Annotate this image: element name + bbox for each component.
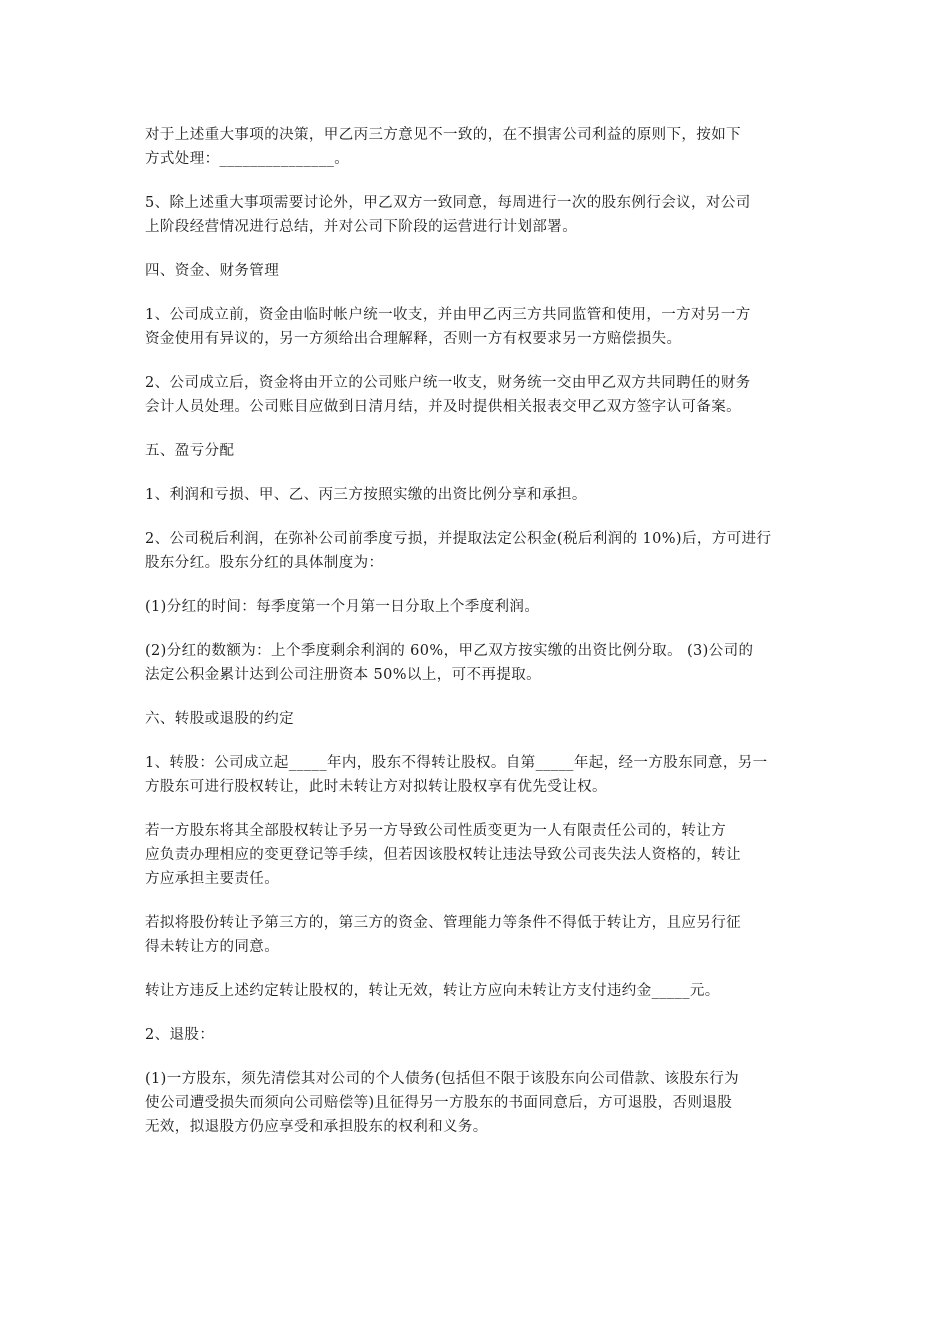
paragraph-decision-disagreement: [145, 123, 813, 171]
paragraph-withdrawal-conditions: [145, 1067, 813, 1139]
heading-text: 四、资金、财务管理: [145, 263, 280, 279]
text-line: 会计人员处理。公司账目应做到日清月结，并及时提供相关报表交甲乙双方签字认可备案。: [145, 399, 741, 415]
heading-text: 六、转股或退股的约定: [145, 711, 294, 727]
text-line: (2)分红的数额为：上个季度剩余利润的 60%，甲乙双方按实缴的出资比例分取。 (3)公司的: [145, 643, 754, 659]
text-line: (1)分红的时间：每季度第一个月第一日分取上个季度利润。: [145, 599, 540, 615]
paragraph-full-transfer: [145, 819, 813, 891]
text-line: 无效，拟退股方仍应享受和承担股东的权利和义务。: [145, 1119, 488, 1135]
section-heading-transfer: [145, 707, 813, 731]
paragraph-profit-share: [145, 483, 813, 507]
text-line: 法定公积金累计达到公司注册资本 50%以上，可不再提取。: [145, 667, 542, 683]
paragraph-third-party-transfer: [145, 911, 813, 959]
text-line: 上阶段经营情况进行总结，并对公司下阶段的运营进行计划部署。: [145, 219, 578, 235]
text-line: 得未转让方的同意。: [145, 939, 280, 955]
paragraph-dividend-amount: [145, 639, 813, 687]
text-line: 转让方违反上述约定转让股权的，转让无效，转让方应向未转让方支付违约金_____元。: [145, 983, 720, 999]
text-line: 资金使用有异议的，另一方须给出合理解释，否则一方有权要求另一方赔偿损失。: [145, 331, 682, 347]
paragraph-after-establishment: [145, 371, 813, 419]
text-line: 方式处理：_______________。: [145, 151, 350, 167]
text-line: 若一方股东将其全部股权转让予另一方导致公司性质变更为一人有限责任公司的，转让方: [145, 823, 727, 839]
paragraph-breach-penalty: [145, 979, 813, 1003]
section-heading-profit: [145, 439, 813, 463]
text-line: 对于上述重大事项的决策，甲乙丙三方意见不一致的，在不損害公司利益的原则下，按如下: [145, 127, 741, 143]
paragraph-share-transfer: [145, 751, 813, 799]
text-line: 方应承担主要责任。: [145, 871, 280, 887]
paragraph-after-tax-profit: [145, 527, 813, 575]
paragraph-shareholder-meeting: [145, 191, 813, 239]
text-line: 方股东可进行股权转让，此时未转让方对拟转让股权享有优先受让权。: [145, 779, 607, 795]
text-line: 应负责办理相应的变更登记等手续，但若因该股权转让违法导致公司丧失法人资格的，转让: [145, 847, 741, 863]
text-line: 使公司遭受损失而须向公司赔偿等)且征得另一方股东的书面同意后，方可退股，否则退股: [145, 1095, 733, 1111]
text-line: 2、公司税后利润，在弥补公司前季度亏损，并提取法定公积金(税后利润的 10%)后，方可进行: [145, 531, 772, 547]
text-line: 2、公司成立后，资金将由开立的公司账户统一收支，财务统一交由甲乙双方共同聘任的财务: [145, 375, 751, 391]
heading-text: 五、盈亏分配: [145, 443, 235, 459]
text-line: 5、除上述重大事项需要讨论外，甲乙双方一致同意，每周进行一次的股东例行会议，对公司: [145, 195, 751, 211]
text-line: 若拟将股份转让予第三方的，第三方的资金、管理能力等条件不得低于转让方，且应另行征: [145, 915, 741, 931]
document-body: [145, 123, 813, 1159]
text-line: 1、转股：公司成立起_____年内，股东不得转让股权。自第_____年起，经一方股东同意，另一: [145, 755, 768, 771]
text-line: 股东分红。股东分红的具体制度为：: [145, 555, 384, 571]
paragraph-withdrawal-heading: [145, 1023, 813, 1047]
section-heading-finance: [145, 259, 813, 283]
text-line: (1)一方股东，须先清偿其对公司的个人债务(包括但不限于该股东向公司借款、该股东行为: [145, 1071, 739, 1087]
text-line: 2、退股：: [145, 1027, 215, 1043]
text-line: 1、利润和亏损、甲、乙、丙三方按照实缴的出资比例分享和承担。: [145, 487, 587, 503]
paragraph-dividend-time: [145, 595, 813, 619]
text-line: 1、公司成立前，资金由临时帐户统一收支，并由甲乙丙三方共同监管和使用，一方对另一方: [145, 307, 751, 323]
paragraph-before-establishment: [145, 303, 813, 351]
